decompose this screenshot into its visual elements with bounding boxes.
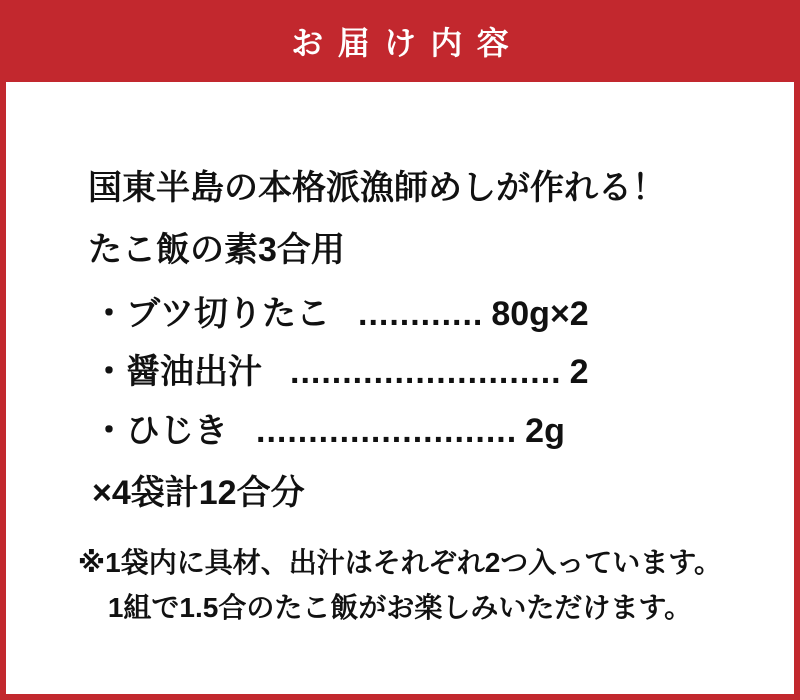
bullet-dot: ・: [92, 295, 126, 333]
list-item-soy-dashi: [92, 351, 794, 393]
item-value: 2g: [525, 412, 565, 450]
page-title: お届け内容: [291, 25, 524, 61]
notes-block: [6, 540, 794, 630]
headline-text: 国東半島の本格派漁師めしが作れる！: [88, 169, 666, 207]
item-name: ブツ切りたこ: [126, 295, 330, 333]
bullet-dot: ・: [92, 412, 126, 450]
dotted-leader: ..........................: [290, 353, 562, 391]
bullet-dot: ・: [92, 353, 126, 391]
note-line-1: ※1袋内に具材、出汁はそれぞれ2つ入っています。: [77, 547, 723, 578]
item-value: 80g×2: [491, 295, 589, 333]
header-banner: [0, 0, 800, 82]
note-line-2: 1組で1.5合のたこ飯がお楽しみいただけます。: [107, 592, 693, 623]
dotted-leader: .........................: [256, 412, 518, 450]
dotted-leader: ............: [358, 295, 484, 333]
item-name: 醤油出汁: [126, 353, 262, 391]
content-panel: [6, 82, 794, 694]
total-quantity-text: ×4袋計12合分: [92, 474, 305, 512]
list-item-hijiki: [92, 410, 794, 452]
item-value: 2: [569, 353, 589, 391]
item-name: ひじき: [126, 412, 228, 450]
product-title-text: たこ飯の素3合用: [88, 231, 345, 269]
list-item-octopus: [92, 293, 794, 335]
